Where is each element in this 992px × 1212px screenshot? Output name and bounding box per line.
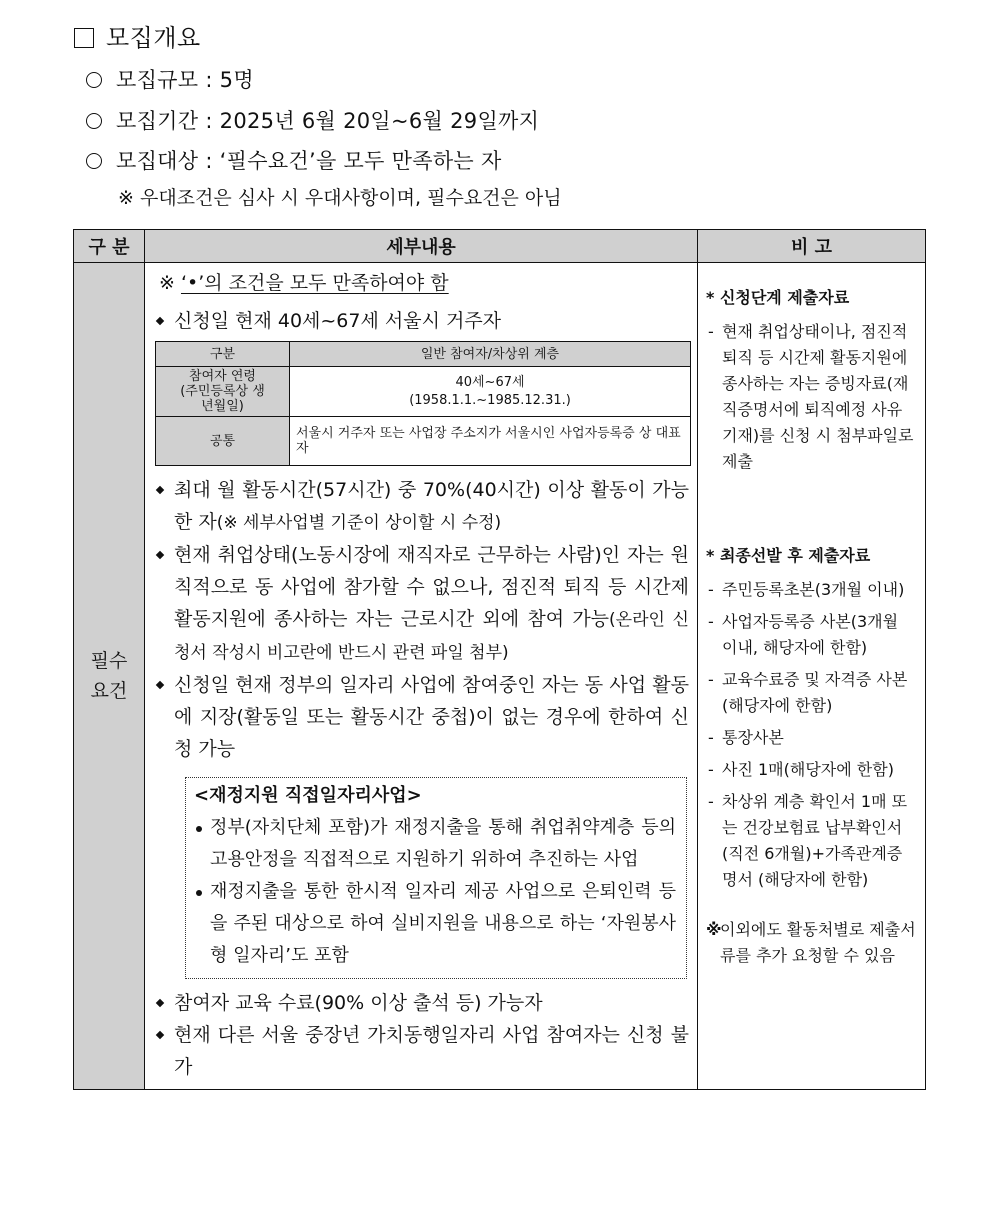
bullet-age-residence: 신청일 현재 40세~67세 서울시 거주자 [154,305,689,337]
bullet-activity-hours: 최대 월 활동시간(57시간) 중 70%(40시간) 이상 활동이 가능한 자(※ 세부사업별 기준이 상이할 시 수정) [154,474,689,539]
inner-header-group: 일반 참여자/차상위 계층 [290,342,691,367]
section-title-text: 모집개요 [106,24,201,52]
remarks-final-item: - 주민등록초본(3개월 이내) [706,577,917,603]
remarks-extra-note: ※ 이외에도 활동처별로 제출서류를 추가 요청할 수 있음 [706,917,917,969]
box-item: 재정지출을 통한 한시적 일자리 제공 사업으로 은퇴인력 등을 주된 대상으로 하여 실비지원을 내용으로 하는 ‘자원봉사형 일자리’도 포함 [194,876,676,972]
inner-label-age: 참여자 연령 (주민등록상 생 년월일) [156,367,290,417]
remarks-final-item: - 차상위 계층 확인서 1매 또는 건강보험료 납부확인서(직전 6개월)+가족관계증명서 (해당자에 한함) [706,789,917,893]
overview-scale: 모집규모 : 5명 [86,66,254,94]
header-details: 세부내용 [145,230,698,263]
table-row-required [74,263,926,1090]
remarks-final-item: - 사업자등록증 사본(3개월 이내, 해당자에 한함) [706,609,917,661]
notice-text: ※ ‘•’의 조건을 모두 만족하여야 함 [159,272,449,294]
overview-target: 모집대상 : ‘필수요건’을 모두 만족하는 자 [86,147,502,175]
remarks-final-item: - 교육수료증 및 자격증 사본(해당자에 한함) [706,667,917,719]
remarks-final-head: * 최종선발 후 제출자료 [706,546,871,565]
circle-bullet-icon [86,153,102,169]
age-criteria-table [155,341,691,466]
inner-value-age: 40세~67세 (1958.1.1.~1985.12.31.) [290,367,691,417]
header-category: 구 분 [74,230,145,263]
table-header-row [74,230,926,263]
remarks-application-head: * 신청단계 제출자료 [706,288,850,307]
requirements-table [73,229,926,1090]
checkbox-square-icon [74,28,94,48]
remarks-application-item: - 현재 취업상태이나, 점진적 퇴직 등 시간제 활동지원에 종사하는 자는 증빙자료(재직증명서에 퇴직예정 사유기재)를 신청 시 첨부파일로 제출 [706,319,917,475]
bullet-government-job: 신청일 현재 정부의 일자리 사업에 참여중인 자는 동 사업 활동에 지장(활동일 또는 활동시간 중첩)이 없는 경우에 한하여 신청 가능 [154,669,689,765]
inner-header-category: 구분 [156,342,290,367]
inner-label-common: 공통 [156,417,290,466]
box-title: <재정지원 직접일자리사업> [194,785,422,806]
overview-period: 모집기간 : 2025년 6월 20일~6월 29일까지 [86,107,539,135]
direct-job-program-box [185,777,687,979]
row-label-required: 필수 요건 [74,263,145,1090]
box-item: 정부(자치단체 포함)가 재정지출을 통해 취업취약계층 등의 고용안정을 직접적으로 지원하기 위하여 추진하는 사업 [194,812,676,876]
remarks-final-item: - 사진 1매(해당자에 한함) [706,757,917,783]
header-remarks: 비 고 [698,230,926,263]
bullet-employment-status: 현재 취업상태(노동시장에 재직자로 근무하는 사람)인 자는 원칙적으로 동 사업에 참가할 수 없으나, 점진적 퇴직 등 시간제 활동지원에 종사하는 자는 근로시간 외에 참여 가능(온라인 신청서 작성시 비고란에 반드시 관련 파일 첨부) [154,539,689,669]
bullet-education: 참여자 교육 수료(90% 이상 출석 등) 가능자 [154,987,689,1019]
remarks-cell [698,263,926,1090]
bullet-no-duplicate: 현재 다른 서울 중장년 가치동행일자리 사업 참여자는 신청 불가 [154,1019,689,1083]
details-cell [145,263,698,1090]
inner-value-common: 서울시 거주자 또는 사업장 주소지가 서울시인 사업자등록증 상 대표자 [290,417,691,466]
remarks-final-item: - 통장사본 [706,725,917,751]
overview-note: ※ 우대조건은 심사 시 우대사항이며, 필수요건은 아님 [118,187,562,209]
section-title [74,22,201,54]
circle-bullet-icon [86,72,102,88]
circle-bullet-icon [86,113,102,129]
